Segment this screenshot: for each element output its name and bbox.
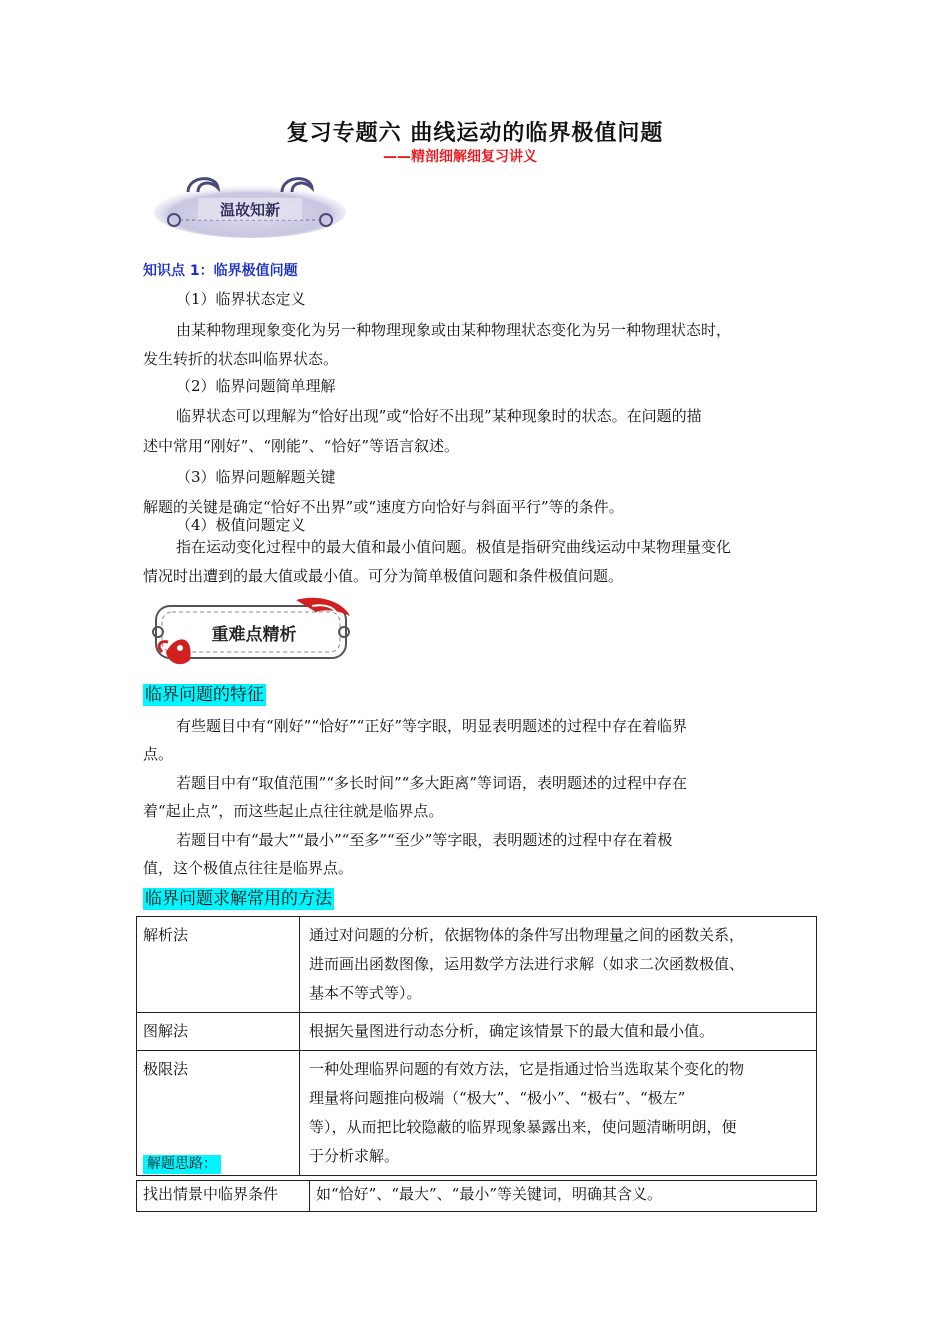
method-description [300, 917, 817, 1013]
s4-text-line2: 情况时出遭到的最大值或最小值。可分为简单极值问题和条件极值问题。 [143, 567, 624, 585]
s1-title: （1）临界状态定义 [176, 290, 306, 308]
document-subtitle: ——精剖细解细复习讲义 [383, 149, 537, 165]
feature-p3-line1: 若题目中有“最大”“最小”“至多”“至少”等字眼，表明题述的过程中存在着极 [176, 831, 673, 849]
s3-text-line1: 解题的关键是确定“恰好不出界”或“速度方向恰好与斜面平行”等的条件。 [143, 498, 624, 516]
table-row [137, 1051, 817, 1176]
feature-p2-line2: 着“起止点”，而这些起止点往往就是临界点。 [143, 802, 444, 820]
s3-title: （3）临界问题解题关键 [176, 468, 336, 486]
review-banner-label: 温故知新 [219, 201, 281, 219]
table-row [137, 1181, 817, 1212]
s4-title: （4）极值问题定义 [176, 516, 306, 534]
methods-heading: 临界问题求解常用的方法 [145, 889, 332, 909]
method-name: 图解法 [137, 1013, 300, 1051]
method-desc-line: 根据矢量图进行动态分析，确定该情景下的最大值和最小值。 [309, 1022, 715, 1040]
method-desc-line: 一种处理临界问题的有效方法，它是指通过恰当选取某个变化的物 [309, 1060, 745, 1078]
s2-text-line2: 述中常用“刚好”、“刚能”、“恰好”等语言叙述。 [143, 437, 460, 455]
tips-heading: 解题思路： [143, 1155, 221, 1174]
table-row [137, 917, 817, 1013]
table-row [137, 1013, 817, 1051]
feature-p2-line1: 若题目中有“取值范围”“多长时间”“多大距离”等词语，表明题述的过程中存在 [176, 774, 688, 792]
method-desc-line: 通过对问题的分析，依据物体的条件写出物理量之间的函数关系， [309, 926, 745, 944]
feature-p3-line2: 值，这个极值点往往是临界点。 [143, 859, 354, 877]
feature-p1-line1: 有些题目中有“刚好”“恰好”“正好”等字眼，明显表明题述的过程中存在着临界 [176, 717, 688, 735]
tip-name: 找出情景中临界条件 [137, 1181, 310, 1212]
review-banner [150, 170, 350, 240]
method-desc-line: 理量将问题推向极端（“极大”、“极小”、“极右”、“极左” [309, 1089, 686, 1107]
method-desc-line: 等），从而把比较隐蔽的临界现象暴露出来，使问题清晰明朗，便 [309, 1118, 737, 1136]
tips-table [136, 1180, 817, 1212]
analysis-banner [146, 594, 356, 670]
document-title: 复习专题六 曲线运动的临界极值问题 [286, 121, 664, 146]
s4-text-line1: 指在运动变化过程中的最大值和最小值问题。极值是指研究曲线运动中某物理量变化 [176, 538, 732, 556]
method-description [300, 1013, 817, 1051]
s2-title: （2）临界问题简单理解 [176, 377, 336, 395]
s1-text-line2: 发生转折的状态叫临界状态。 [143, 350, 339, 368]
method-desc-line: 于分析求解。 [309, 1147, 400, 1165]
methods-table [136, 916, 817, 1176]
features-heading: 临界问题的特征 [145, 685, 264, 705]
method-name: 极限法 [137, 1051, 300, 1176]
method-desc-line: 基本不等式等）。 [309, 984, 422, 1002]
knowledge-heading: 知识点 1：临界极值问题 [143, 263, 298, 279]
analysis-banner-label: 重难点精析 [211, 625, 297, 645]
method-name: 解析法 [137, 917, 300, 1013]
s2-text-line1: 临界状态可以理解为“恰好出现”或“恰好不出现”某种现象时的状态。在问题的描 [176, 407, 702, 425]
feature-p1-line2: 点。 [143, 745, 174, 763]
method-desc-line: 进而画出函数图像，运用数学方法进行求解（如求二次函数极值、 [309, 955, 745, 973]
s1-text-line1: 由某种物理现象变化为另一种物理现象或由某种物理状态变化为另一种物理状态时， [176, 321, 732, 339]
method-description [300, 1051, 817, 1176]
tip-description: 如“恰好”、“最大”、“最小”等关键词，明确其含义。 [310, 1181, 817, 1212]
